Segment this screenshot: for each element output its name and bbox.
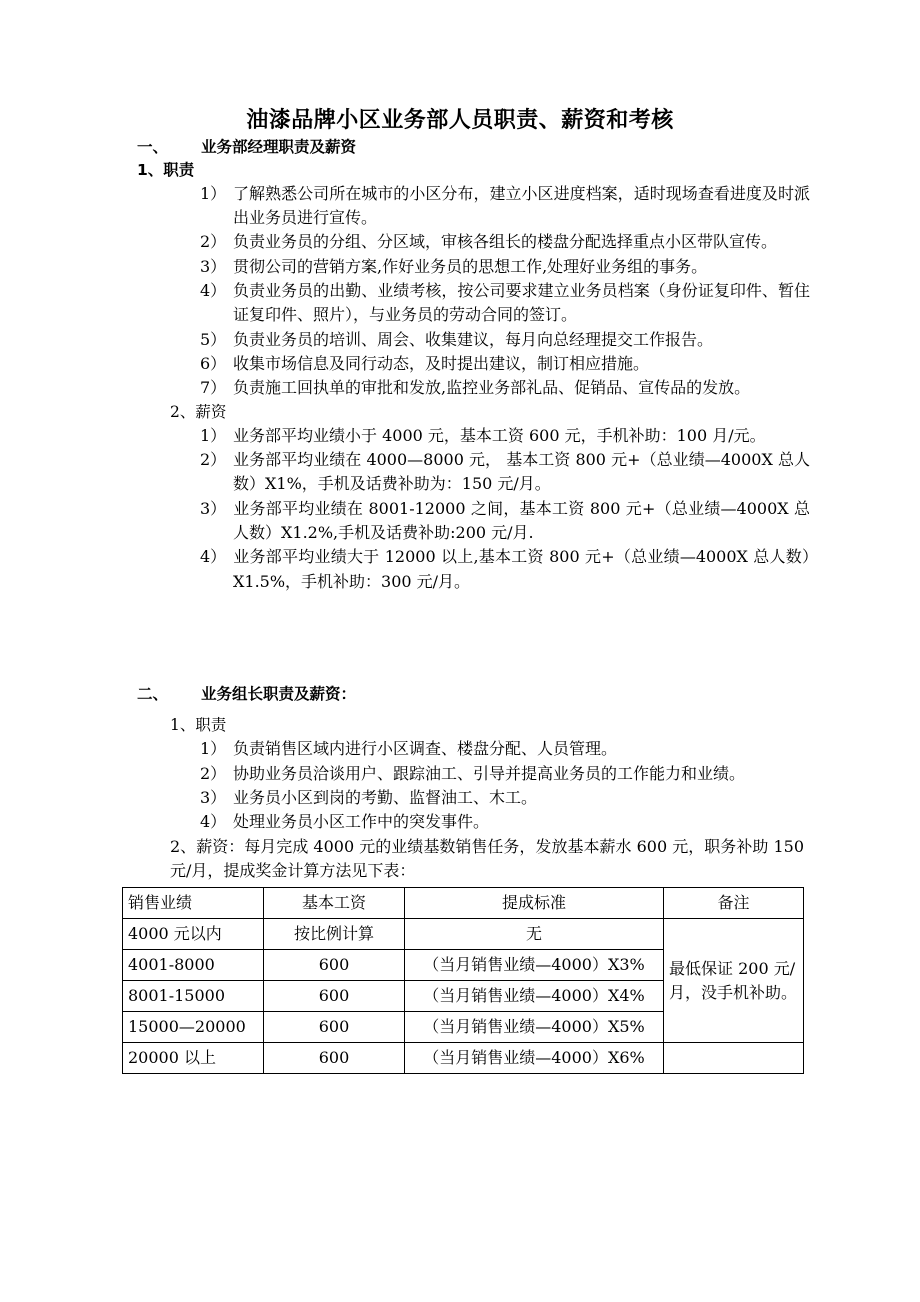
cell-remark-empty [664,1043,804,1074]
list-marker: 4） [200,281,227,301]
list-marker: 6） [200,353,227,373]
list-marker: 3） [200,256,227,276]
list-marker: 4） [200,812,227,832]
cell-commission: （当月销售业绩—4000）X4% [405,981,664,1012]
cell-sales: 4001-8000 [123,950,264,981]
list-item [0,328,920,352]
table-header-remark: 备注 [664,888,804,919]
list-item [0,448,920,497]
list-item [0,810,920,834]
section-gap [0,594,920,682]
cell-base: 600 [264,981,405,1012]
salary-paragraph-text: 每月完成 4000 元的业绩基数销售任务，发放基本薪水 600 元，职务补助 150 元/月，提成奖金计算方法见下表： [170,836,804,880]
list-marker: 1） [200,425,227,445]
list-item [0,545,920,594]
list-item [0,255,920,279]
list-text: 负责业务员的培训、周会、收集建议，每月向总经理提交工作报告。 [233,329,714,349]
list-marker: 5） [200,329,227,349]
list-marker: 1） [200,183,227,203]
list-text: 负责销售区域内进行小区调查、楼盘分配、人员管理。 [233,739,618,759]
table-header-commission: 提成标准 [405,888,664,919]
salary-number: 2、 [170,836,197,856]
section-two-duties-heading [0,714,920,737]
duties-label: 职责 [163,160,195,179]
salary-label: 薪资： [196,836,245,856]
cell-commission: （当月销售业绩—4000）X6% [405,1043,664,1074]
list-item [0,230,920,254]
cell-remark: 最低保证 200 元/月，没手机补助。 [664,919,804,1043]
table-header-row [123,888,804,919]
table-row [123,919,804,950]
list-marker: 7） [200,378,227,398]
table-header-base: 基本工资 [264,888,405,919]
list-text: 业务员小区到岗的考勤、监督油工、木工。 [233,787,538,807]
table-row [123,1043,804,1074]
list-item [0,762,920,786]
cell-sales: 20000 以上 [123,1043,264,1074]
page-title: 油漆品牌小区业务部人员职责、薪资和考核 [246,108,674,133]
section-one-heading [0,135,920,159]
list-text: 了解熟悉公司所在城市的小区分布，建立小区进度档案，适时现场查看进度及时派出业务员进行宣传。 [233,183,810,228]
list-text: 业务部平均业绩在 8001-12000 之间，基本工资 800 元+（总业绩—4000X 总人数）X1.2%,手机及话费补助:200 元/月. [233,498,810,543]
cell-base: 600 [264,1012,405,1043]
list-text: 负责业务员的出勤、业绩考核，按公司要求建立业务员档案（身份证复印件、暂住证复印件、照片），与业务员的劳动合同的签订。 [233,281,810,325]
heading-gap [0,706,920,714]
list-text: 负责施工回执单的审批和发放,监控业务部礼品、促销品、宣传品的发放。 [233,378,751,398]
section-two-heading [0,682,920,706]
list-item [0,376,920,400]
list-text: 负责业务员的分组、分区域，审核各组长的楼盘分配选择重点小区带队宣传。 [233,232,778,252]
duties-label: 职责 [195,716,227,735]
list-text: 业务部平均业绩大于 12000 以上,基本工资 800 元+（总业绩—4000X 总人数）X1.5%，手机补助：300 元/月。 [233,547,810,591]
duties-number: 1、 [137,160,164,179]
list-item [0,737,920,761]
list-item [0,786,920,810]
list-text: 业务部平均业绩在 4000—8000 元， 基本工资 800 元+（总业绩—4000X 总人数）X1%，手机及话费补助为：150 元/月。 [233,450,810,494]
salary-label: 薪资 [195,402,227,421]
salary-number: 2、 [170,402,196,421]
table-header-sales: 销售业绩 [123,888,264,919]
cell-commission: 无 [405,919,664,950]
section-two-salary-paragraph [0,835,920,884]
section-one-salary-list [0,424,920,594]
list-item [0,279,920,328]
cell-base: 600 [264,950,405,981]
cell-commission: （当月销售业绩—4000）X3% [405,950,664,981]
list-marker: 2） [200,232,227,252]
list-marker: 1） [200,739,227,759]
list-marker: 3） [200,787,227,807]
list-marker: 4） [200,547,227,567]
commission-table [122,887,804,1074]
list-item [0,497,920,546]
section-one-number: 一、 [137,137,169,156]
list-item [0,182,920,231]
list-marker: 3） [200,498,227,518]
section-two-title: 业务组长职责及薪资： [201,685,357,704]
cell-sales: 4000 元以内 [123,919,264,950]
list-text: 贯彻公司的营销方案,作好业务员的思想工作,处理好业务组的事务。 [233,256,708,276]
cell-base: 按比例计算 [264,919,405,950]
section-one-duties-list [0,182,920,401]
cell-sales: 8001-15000 [123,981,264,1012]
list-text: 收集市场信息及同行动态，及时提出建议，制订相应措施。 [233,353,650,373]
section-one-duties-heading [0,159,920,182]
list-marker: 2） [200,450,227,470]
pay-table-wrapper [0,887,920,1074]
duties-number: 1、 [170,716,196,735]
section-one-title: 业务部经理职责及薪资 [201,137,357,156]
list-item [0,352,920,376]
list-marker: 2） [200,763,227,783]
section-one-salary-heading [0,401,920,424]
list-text: 处理业务员小区工作中的突发事件。 [233,812,490,832]
section-two-duties-list [0,737,920,834]
cell-commission: （当月销售业绩—4000）X5% [405,1012,664,1043]
list-text: 业务部平均业绩小于 4000 元，基本工资 600 元，手机补助：100 月/元。 [233,425,766,445]
cell-base: 600 [264,1043,405,1074]
section-two-number: 二、 [137,685,169,704]
list-text: 协助业务员洽谈用户、跟踪油工、引导并提高业务员的工作能力和业绩。 [233,763,746,783]
cell-sales: 15000—20000 [123,1012,264,1043]
list-item [0,424,920,448]
